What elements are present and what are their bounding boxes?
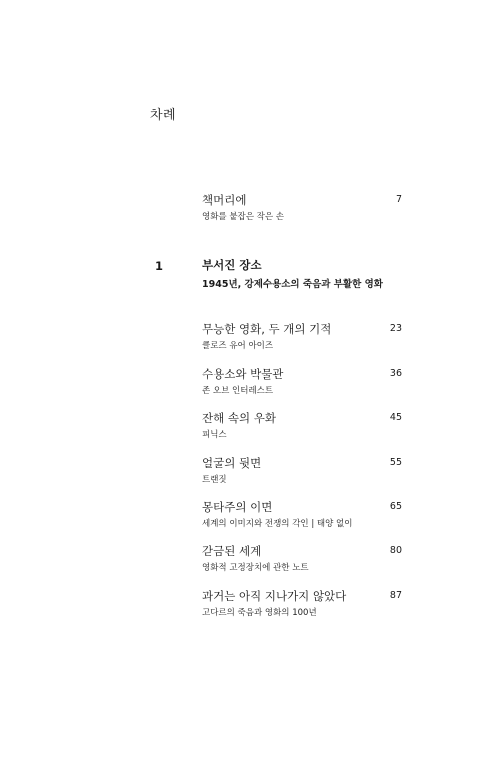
entry-page-number: 65: [389, 501, 402, 512]
entry-page-number: 55: [389, 457, 402, 468]
toc-entry-preface[interactable]: [202, 193, 402, 223]
entry-page-number: 80: [389, 545, 402, 556]
entry-page-number: 36: [389, 368, 402, 379]
entry-subtitle: 영화를 붙잡은 작은 손: [202, 212, 285, 222]
part-title: 부서진 장소: [202, 258, 262, 272]
entry-subtitle: 피닉스: [202, 430, 227, 440]
toc-part-1[interactable]: [202, 258, 422, 291]
entry-title: 과거는 아직 지나가지 않았다: [202, 589, 347, 603]
entry-title: 얼굴의 뒷면: [202, 456, 262, 470]
toc-entry[interactable]: [202, 411, 402, 441]
entry-page-number: 87: [389, 590, 402, 601]
entry-page-number: 23: [389, 323, 402, 334]
entry-title: 무능한 영화, 두 개의 기적: [202, 322, 332, 336]
entry-title: 몽타주의 이면: [202, 500, 273, 514]
toc-entry[interactable]: [202, 589, 402, 619]
entry-title: 책머리에: [202, 193, 247, 207]
entry-subtitle: 세계의 이미지와 전쟁의 각인 | 태양 없이: [202, 519, 353, 529]
entry-page-number: 45: [389, 412, 402, 423]
entry-title: 잔해 속의 우화: [202, 411, 276, 425]
toc-entry[interactable]: [202, 367, 402, 397]
entry-subtitle: 존 오브 인터레스트: [202, 386, 274, 396]
toc-entry[interactable]: [202, 456, 402, 486]
entry-title: 갇금된 세계: [202, 544, 262, 558]
entry-page-number: 7: [395, 194, 402, 205]
toc-entry[interactable]: [202, 322, 402, 352]
part-subtitle: 1945년, 강제수용소의 죽음과 부활한 영화: [202, 279, 383, 290]
toc-entry[interactable]: [202, 500, 402, 530]
entry-subtitle: 클로즈 유어 아이즈: [202, 341, 274, 351]
entry-subtitle: 영화적 고정장치에 관한 노트: [202, 563, 309, 573]
entry-subtitle: 트랜짓: [202, 475, 227, 485]
part-number: 1: [155, 259, 164, 273]
entry-subtitle: 고다르의 죽음과 영화의 100년: [202, 608, 317, 618]
toc-heading: 차례: [150, 108, 177, 123]
toc-entry[interactable]: [202, 544, 402, 574]
entry-title: 수용소와 박물관: [202, 367, 284, 381]
